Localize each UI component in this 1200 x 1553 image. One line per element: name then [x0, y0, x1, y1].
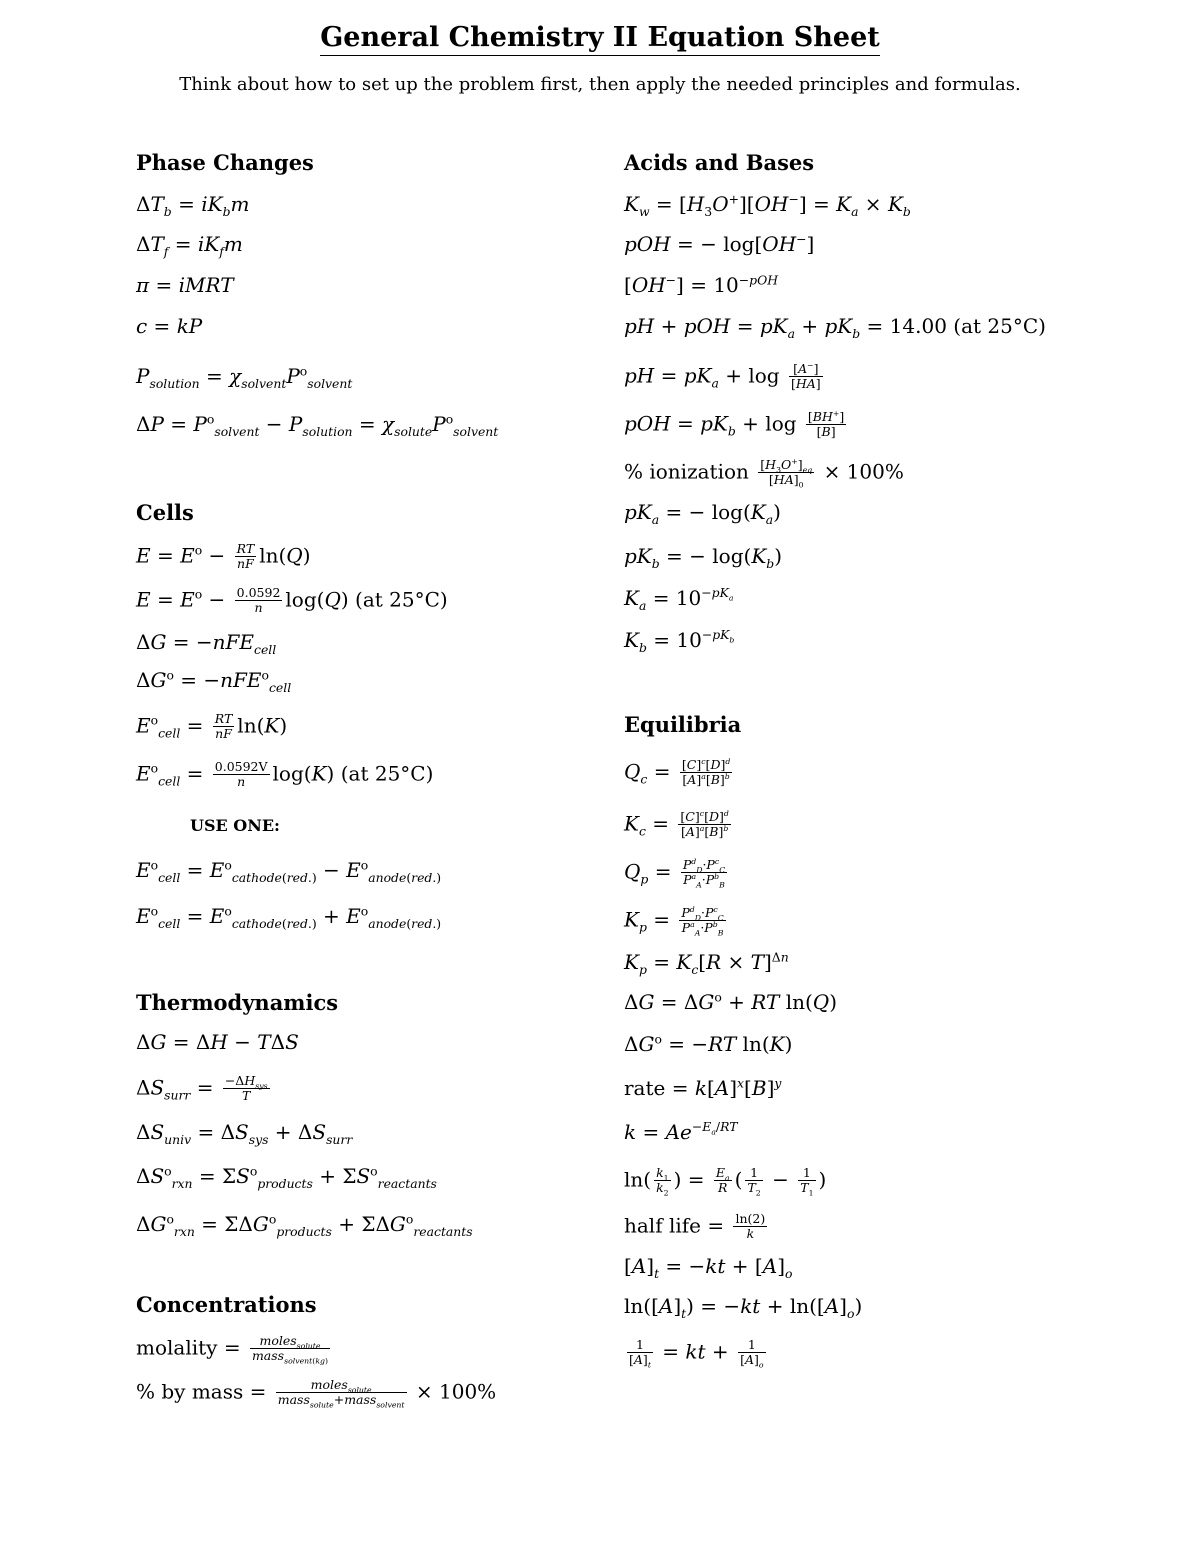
equation-kc: $K_c$ = $\frac{[C]^c[D]^d}{[A]^a[B]^b}$ [624, 808, 729, 840]
section-heading-phase-changes: Phase Changes [136, 150, 314, 175]
equation-nernst: $E = E^o$ − $\frac{RT}{nF}$ ln(Q) [136, 541, 311, 572]
page-subtitle: Think about how to set up the problem first, then apply the needed principles and formulas. [179, 74, 1021, 95]
equation-gibbs-reaction: $\Delta G^o_{rxn} = \Sigma\Delta G^o_{products} + \Sigma\Delta G^o_{reactants}$ [136, 1211, 473, 1239]
section-heading-concentrations: Concentrations [136, 1292, 317, 1317]
equation-hydroxide-concentration: $[OH^-] = 10^{-pOH}$ [624, 272, 779, 297]
equation-ecell-lnk: $E^o_{cell}$ = $\frac{RT}{nF}$ ln(K) [136, 711, 288, 742]
equation-freezing-point-depression: $\Delta T_f = iK_fm$ [136, 232, 243, 259]
equation-kb: $K_b = 10^{-pK_b}$ [624, 627, 735, 655]
equation-first-order: $\ln([A]_t) = -kt + \ln([A]_o)$ [624, 1294, 863, 1321]
equation-molality: molality = $\frac{moles_{solute}}{mass_{solvent(kg)}}$ [136, 1333, 329, 1366]
page-title: General Chemistry II Equation Sheet [0, 22, 1200, 53]
equation-nernst-25c: $E = E^o$ − $\frac{0.0592}{n}$ log(Q) (at 25°C) [136, 585, 448, 616]
equation-arrhenius-two-point: ln( $\frac{k_1}{k_2}$ ) = $\frac{E_a}{R}$ ( $\frac{1}{T_2}$ − $\frac{1}{T_1}$ ) [624, 1165, 827, 1198]
equation-ph-poh-sum: pH + pOH = $pK_a + pK_b = 14.00$ (at 25°C) [624, 314, 1046, 341]
equation-osmotic-pressure: π = iMRT [136, 273, 234, 297]
equation-gibbs-q: $\Delta G = \Delta G^o$ + RT ln(Q) [624, 989, 838, 1014]
equation-entropy-reaction: $\Delta S^o_{rxn} = \Sigma S^o_{products} + \Sigma S^o_{reactants}$ [136, 1163, 437, 1191]
equation-kp: $K_p$ = $\frac{P^d_D\cdot P^c_C}{P^a_A\cdot P^b_B}$ [624, 904, 724, 938]
equation-second-order: $\frac{1}{[A]_t}$ = kt + $\frac{1}{[A]_o}$ [629, 1337, 764, 1370]
equation-vapor-pressure-lowering: $\Delta P = P^o_{solvent} - P_{solution} = \chi_{solute}P^o_{solvent}$ [136, 411, 499, 439]
use-one-note: USE ONE: [190, 816, 280, 835]
equation-percent-ionization: % ionization $\frac{[H_3O^+]_{eq}}{[HA]_0}$ × 100% [624, 456, 904, 490]
equation-qc: $Q_c$ = $\frac{[C]^c[D]^d}{[A]^a[B]^b}$ [624, 756, 731, 788]
equation-zero-order: $[A]_t = -kt + [A]_o$ [624, 1254, 793, 1281]
equation-pka: $pK_a$ = − $\log(K_a)$ [624, 500, 781, 527]
equation-rate-law: rate = $k[A]^x[B]^y$ [624, 1075, 782, 1100]
equation-percent-by-mass: % by mass = $\frac{moles_{solute}}{mass_{solute}+mass_{solvent}}$ × 100% [136, 1377, 497, 1410]
equation-ecell-difference: $E^o_{cell} = E^o_{cathode(red.)} - E^o_{anode(red.)}$ [136, 857, 442, 885]
section-heading-acids-bases: Acids and Bases [624, 150, 815, 175]
equation-gibbs-free-energy: ΔG = ΔH − TΔS [136, 1030, 299, 1054]
equation-half-life: half life = $\frac{\ln(2)}{k}$ [624, 1211, 766, 1242]
equation-pkb: $pK_b$ = − $\log(K_b)$ [624, 544, 783, 571]
equation-gibbs-standard-cell: $\Delta G^o = -nFE^o_{cell}$ [136, 667, 292, 695]
equation-kp-kc: $K_p = K_c[R \times T]^{\Delta n}$ [624, 949, 789, 977]
equation-gibbs-k: $\Delta G^o = -RT$ ln(K) [624, 1031, 793, 1056]
equation-henrys-law: c = kP [136, 314, 203, 338]
equation-gibbs-cell: ΔG = −nFE$_{cell}$ [136, 630, 277, 657]
equation-raoults-law: $P_{solution} = \chi_{solvent}P^o_{solvent}$ [136, 363, 353, 391]
equation-poh: pOH = − log[OH−] [624, 231, 815, 256]
equation-arrhenius: $k = Ae^{-E_a/RT}$ [624, 1119, 738, 1144]
section-heading-thermodynamics: Thermodynamics [136, 990, 339, 1015]
equation-henderson-hasselbalch-base: pOH = $pK_b + \log$ $\frac{[BH^+]}{[B]}$ [624, 408, 845, 440]
equation-ka: $K_a = 10^{-pK_a}$ [624, 585, 734, 613]
section-heading-equilibria: Equilibria [624, 712, 742, 737]
equation-entropy-universe: $\Delta S_{univ} = \Delta S_{sys} + \Delta S_{surr}$ [136, 1120, 353, 1147]
equation-boiling-point-elevation: $\Delta T_b = iK_bm$ [136, 192, 250, 219]
equation-kw: $K_w = [H_3O^+][OH^-] = K_a \times K_b$ [624, 191, 911, 219]
equation-henderson-hasselbalch-acid: pH = $pK_a + \log$ $\frac{[A^-]}{[HA]}$ [624, 360, 821, 392]
equation-ecell-sum: $E^o_{cell} = E^o_{cathode(red.)} + E^o_{anode(red.)}$ [136, 903, 442, 931]
equation-entropy-surroundings: $\Delta S_{surr}$ = $\frac{-\Delta H_{sys}}{T}$ [136, 1073, 268, 1104]
section-heading-cells: Cells [136, 500, 194, 525]
equation-qp: $Q_p$ = $\frac{P^d_D\cdot P^c_C}{P^a_A\cdot P^b_B}$ [624, 856, 726, 890]
equation-ecell-logk: $E^o_{cell}$ = $\frac{0.0592V}{n}$ log(K) (at 25°C) [136, 759, 434, 790]
